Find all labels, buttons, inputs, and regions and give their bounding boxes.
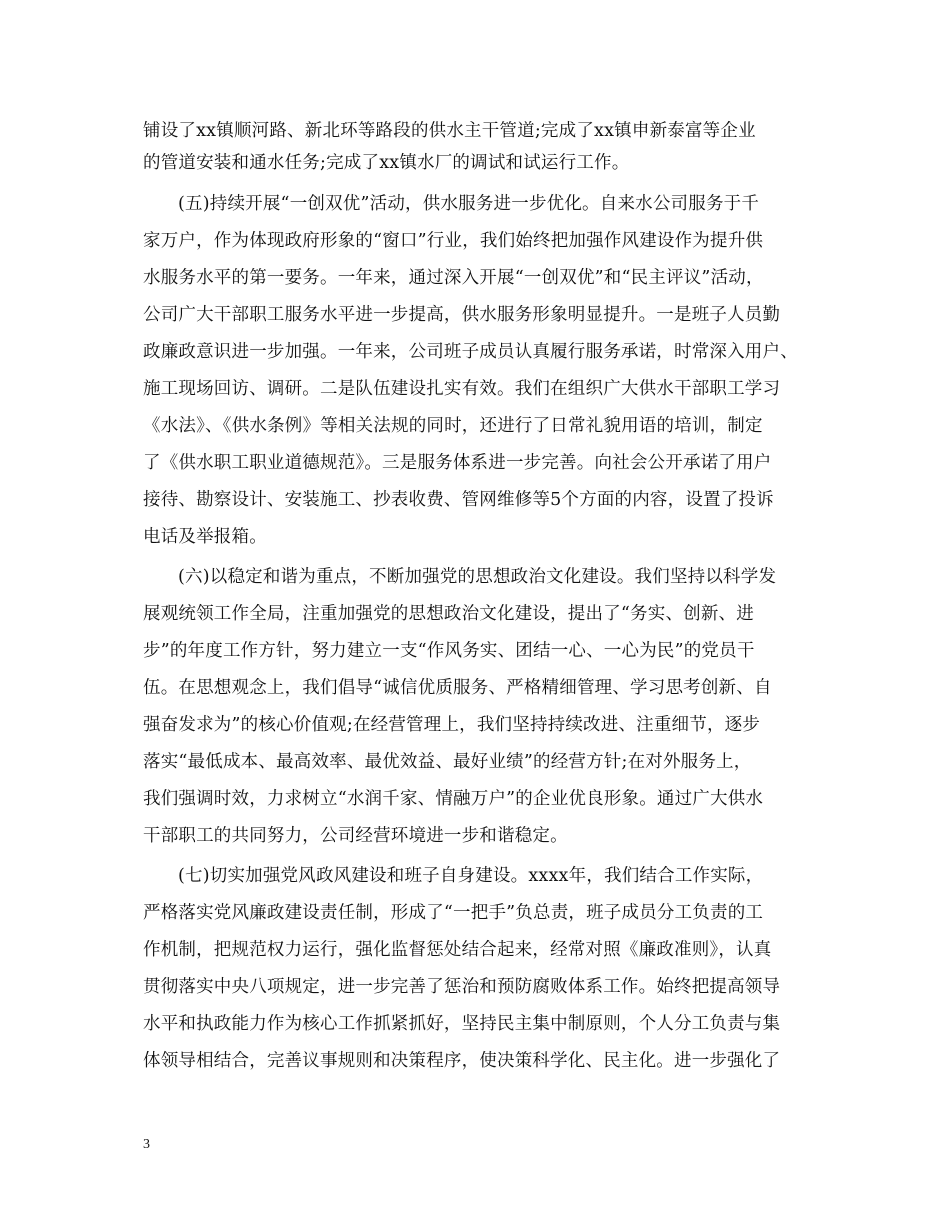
paragraph-line: 干部职工的共同努力，公司经营环境进一步和谐稳定。	[143, 826, 568, 846]
paragraph-line: 体领导相结合，完善议事规则和决策程序，使决策科学化、民主化。进一步强化了	[143, 1051, 781, 1071]
paragraph-line: 强奋发求为”的核心价值观;在经营管理上，我们坚持持续改进、注重细节，逐步	[143, 715, 761, 735]
paragraph-line: 严格落实党风廉政建设责任制，形成了“一把手”负总责，班子成员分工负责的工	[143, 903, 764, 923]
paragraph-line: 伍。在思想观念上，我们倡导“诚信优质服务、严格精细管理、学习思考创新、自	[143, 678, 772, 698]
paragraph-line: 电话及举报箱。	[143, 527, 267, 547]
paragraph-line: 施工现场回访、调研。二是队伍建设扎实有效。我们在组织广大供水干部职工学习	[143, 379, 781, 399]
paragraph-line: 《水法》、《供水条例》等相关法规的同时，还进行了日常礼貌用语的培训，制定	[143, 416, 763, 436]
paragraph-line: 作机制，把规范权力运行，强化监督惩处结合起来，经常对照《廉政准则》，认真	[143, 940, 772, 960]
paragraph-line: 了《供水职工职业道德规范》。三是服务体系进一步完善。向社会公开承诺了用户	[143, 453, 772, 473]
paragraph-line: 步”的年度工作方针，努力建立一支“作风务实、团结一心、一心为民”的党员干	[143, 641, 755, 661]
paragraph-line: 的管道安装和通水任务;完成了xx镇水厂的调试和试运行工作。	[143, 153, 630, 173]
paragraph-line: 政廉政意识进一步加强。一年来，公司班子成员认真履行服务承诺，时常深入用户、	[143, 342, 798, 362]
paragraph-line: (六)以稳定和谐为重点，不断加强党的思想政治文化建设。我们坚持以科学发	[178, 567, 777, 587]
paragraph-line: 铺设了xx镇顺河路、新北环等路段的供水主干管道;完成了xx镇申新泰富等企业	[143, 121, 756, 141]
paragraph-line: 水平和执政能力作为核心工作抓紧抓好，坚持民主集中制原则，个人分工负责与集	[143, 1014, 781, 1034]
paragraph-line: 展观统领工作全局，注重加强党的思想政治文化建设，提出了“务实、创新、进	[143, 604, 754, 624]
paragraph-line: (七)切实加强党风政风建设和班子自身建设。xxxx年，我们结合工作实际，	[178, 866, 764, 886]
page-number: 3	[143, 1137, 150, 1152]
paragraph-line: 水服务水平的第一要务。一年来，通过深入开展“一创双优”和“民主评议”活动，	[143, 268, 764, 288]
paragraph-line: 公司广大干部职工服务水平进一步提高，供水服务形象明显提升。一是班子人员勤	[143, 305, 781, 325]
paragraph-line: 我们强调时效，力求树立“水润千家、情融万户”的企业优良形象。通过广大供水	[143, 789, 764, 809]
paragraph-line: 落实“最低成本、最高效率、最优效益、最好业绩”的经营方针;在对外服务上，	[143, 752, 752, 772]
paragraph-line: 家万户，作为体现政府形象的“窗口”行业，我们始终把加强作风建设作为提升供	[143, 231, 764, 251]
paragraph-line: 接待、勘察设计、安装施工、抄表收费、管网维修等5个方面的内容，设置了投诉	[143, 490, 774, 510]
paragraph-line: 贯彻落实中央八项规定，进一步完善了惩治和预防腐败体系工作。始终把提高领导	[143, 977, 781, 997]
paragraph-line: (五)持续开展“一创双优”活动，供水服务进一步优化。自来水公司服务于千	[178, 194, 760, 214]
